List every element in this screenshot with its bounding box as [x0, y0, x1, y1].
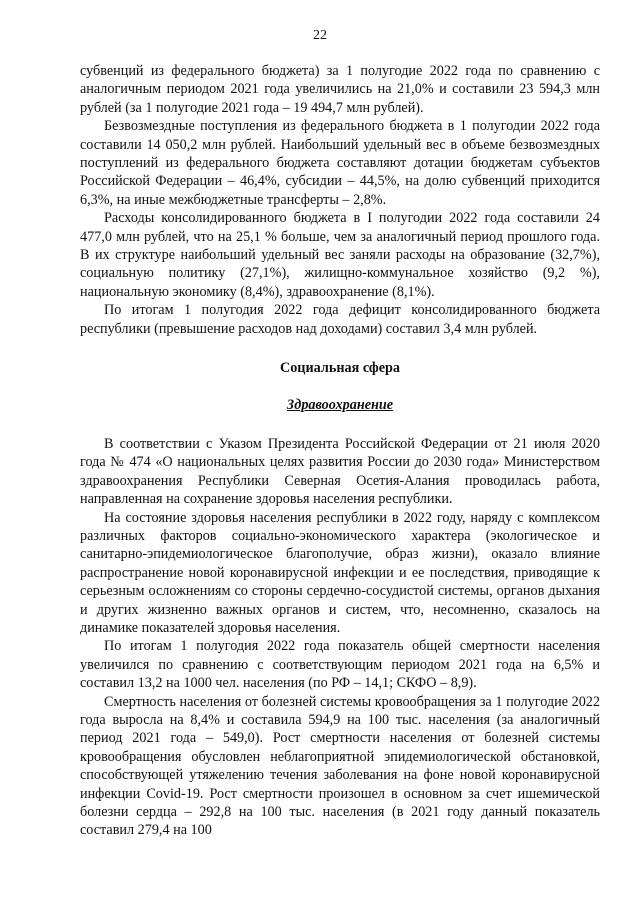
paragraph: По итогам 1 полугодия 2022 года дефицит консолидированного бюджета республики (превышение расходов над доходами) составил 3,4 млн рублей. — [80, 302, 600, 337]
page-number: 22 — [313, 28, 327, 43]
paragraph: Безвозмездные поступления из федерального бюджета в 1 полугодии 2022 года составили 14 050,2 млн рублей. Наибольший удельный вес в объеме безвозмездных поступлений из федерального бюджета составляют дотации бюджетам субъектов Российской Федерации – 46,4%, субсидии – 44,5%, на долю субвенций приходится 6,3%, на иные межбюджетные трансферты – 2,8%. — [80, 118, 600, 208]
section-title: Социальная сфера — [279, 360, 401, 377]
paragraph: По итогам 1 полугодия 2022 года показатель общей смертности населения увеличился по сравнению с соответствующим периодом 2021 года на 6,5% и составил 13,2 на 1000 чел. населения (по РФ – 14,1; СКФО – 8,9). — [80, 638, 600, 692]
paragraph: На состояние здоровья населения республики в 2022 году, наряду с комплексом различных факторов социально-экономического характера (экологическое и санитарно-эпидемиологическое благополучие, образ жизни), оказало влияние распространение новой коронавирусной инфекции и ее последствия, приводящие к серьезным осложнениям со стороны сердечно-сосудистой системы, органов дыхания и других жизненно важных органов и систем, что, несомненно, сказалось на динамике показателей здоровья населения. — [80, 509, 600, 636]
paragraph: Смертность населения от болезней системы кровообращения за 1 полугодие 2022 года выросла на 8,4% и составила 594,9 на 100 тыс. населения (за аналогичный период 2021 года – 549,0). Рост смертности населения от болезней системы кровообращения обусловлен неблагоприятной эпидемиологической обстановкой, способствующей утяжелению течения заболевания на фоне новой коронавирусной инфекции Covid-19. Рост смертности произошел в основном за счет ишемической болезни сердца – 292,8 на 100 тыс. населения (в 2021 году данный показатель составил 279,4 на 100 — [80, 693, 600, 839]
paragraph: Расходы консолидированного бюджета в I полугодии 2022 года составили 24 477,0 млн рублей, что на 25,1 % больше, чем за аналогичный период прошлого года. В их структуре наибольший удельный вес заняли расходы на образование (32,7%), социальную политику (27,1%), жилищно-коммунальное хозяйство (9,2 %), национальную экономику (8,4%), здравоохранение (8,1%). — [80, 210, 600, 300]
page-content — [80, 62, 600, 840]
paragraph: субвенций из федерального бюджета) за 1 полугодие 2022 года по сравнению с аналогичным периодом 2021 года увеличились на 21,0% и составили 23 594,3 млн рублей (за 1 полугодие 2021 года – 19 494,7 млн рублей). — [80, 63, 600, 116]
paragraph: В соответствии с Указом Президента Российской Федерации от 21 июля 2020 года № 474 «О национальных целях развития России до 2030 года» Министерством здравоохранения Республики Северная Осетия-Алания проводилась работа, направленная на сохранение здоровья населения республики. — [80, 435, 600, 508]
subsection-title: Здравоохранение — [286, 396, 394, 413]
